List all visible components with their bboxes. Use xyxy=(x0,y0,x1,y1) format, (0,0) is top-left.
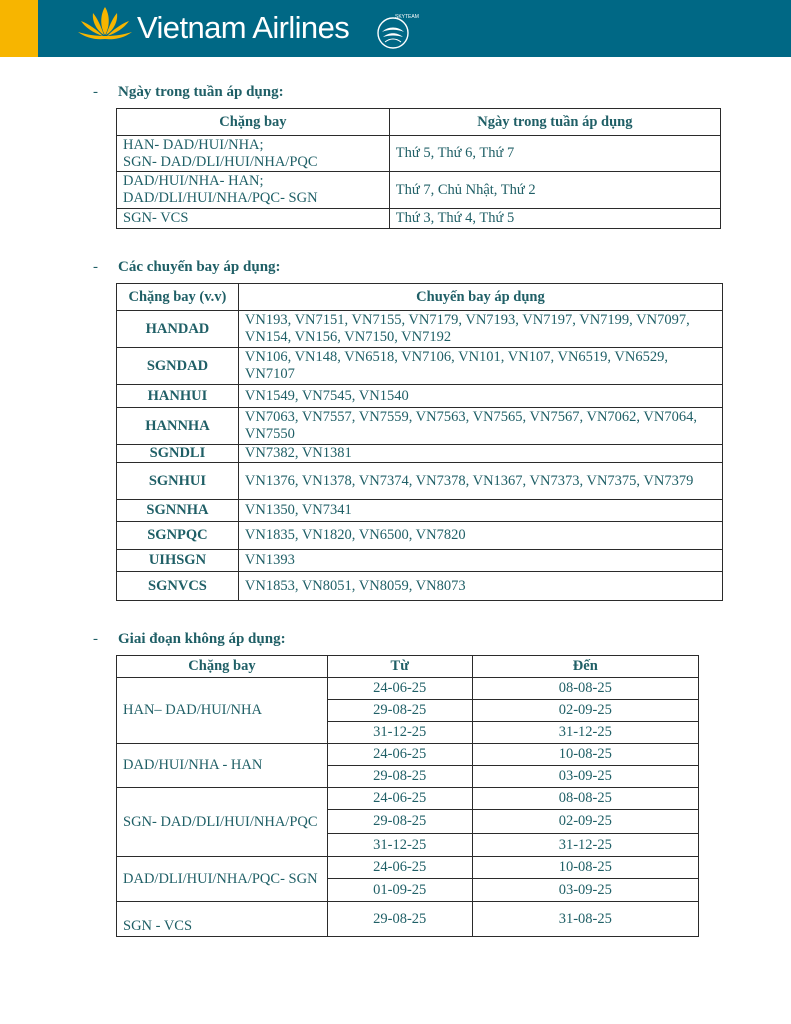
brand-name: Vietnam Airlines xyxy=(137,10,350,45)
table-header-row xyxy=(117,284,723,311)
column-header: Chặng bay (v.v) xyxy=(117,284,239,311)
route-cell xyxy=(117,172,390,209)
table-row xyxy=(117,572,723,601)
table-header-row xyxy=(117,656,699,678)
blackout-section-title xyxy=(93,630,286,648)
to-date: 03-09-25 xyxy=(472,879,698,902)
from-date: 29-08-25 xyxy=(327,700,472,722)
from-date: 29-08-25 xyxy=(327,766,472,788)
column-header: Chuyến bay áp dụng xyxy=(238,284,722,311)
column-header: Từ xyxy=(327,656,472,678)
table-row xyxy=(117,209,721,229)
table-row xyxy=(117,136,721,172)
column-header: Chặng bay xyxy=(117,109,390,136)
to-date: 08-08-25 xyxy=(472,678,698,700)
to-date: 02-09-25 xyxy=(472,700,698,722)
to-date: 31-12-25 xyxy=(472,722,698,744)
weekdays-section-title xyxy=(93,83,284,101)
table-row xyxy=(117,788,699,810)
route-code: SGNPQC xyxy=(117,522,239,550)
header-accent-stripe xyxy=(0,0,38,57)
blackout-title-text: Giai đoạn không áp dụng: xyxy=(118,631,286,647)
to-date: 10-08-25 xyxy=(472,857,698,879)
to-date: 10-08-25 xyxy=(472,744,698,766)
route-code: SGNDAD xyxy=(117,348,239,385)
route-cell: HAN– DAD/HUI/NHA xyxy=(117,678,328,744)
route-code: HANNHA xyxy=(117,408,239,445)
route-code: SGNNHA xyxy=(117,500,239,522)
flights-section-title xyxy=(93,258,281,276)
from-date: 24-06-25 xyxy=(327,678,472,700)
flight-list: VN7063, VN7557, VN7559, VN7563, VN7565, VN7567, VN7062, VN7064, VN7550 xyxy=(238,408,722,445)
flight-list: VN193, VN7151, VN7155, VN7179, VN7193, VN7197, VN7199, VN7097, VN154, VN156, VN7150, VN7192 xyxy=(238,311,722,348)
from-date: 29-08-25 xyxy=(327,810,472,834)
to-date: 31-08-25 xyxy=(472,902,698,937)
table-row xyxy=(117,678,699,700)
route-cell: SGN- VCS xyxy=(117,209,390,229)
route-code: UIHSGN xyxy=(117,550,239,572)
weekdays-table xyxy=(116,108,721,229)
flight-list: VN106, VN148, VN6518, VN7106, VN101, VN107, VN6519, VN6529, VN7107 xyxy=(238,348,722,385)
from-date: 29-08-25 xyxy=(327,902,472,937)
header-bar xyxy=(0,0,791,57)
days-cell: Thứ 5, Thứ 6, Thứ 7 xyxy=(389,136,720,172)
table-row xyxy=(117,463,723,500)
column-header: Đến xyxy=(472,656,698,678)
table-row xyxy=(117,500,723,522)
from-date: 01-09-25 xyxy=(327,879,472,902)
from-date: 31-12-25 xyxy=(327,834,472,857)
weekdays-title-text: Ngày trong tuần áp dụng: xyxy=(118,84,284,100)
days-cell: Thứ 3, Thứ 4, Thứ 5 xyxy=(389,209,720,229)
table-row xyxy=(117,522,723,550)
table-row xyxy=(117,744,699,766)
from-date: 24-06-25 xyxy=(327,788,472,810)
to-date: 02-09-25 xyxy=(472,810,698,834)
route-cell: DAD/HUI/NHA - HAN xyxy=(117,744,328,788)
column-header: Ngày trong tuần áp dụng xyxy=(389,109,720,136)
column-header: Chặng bay xyxy=(117,656,328,678)
route-code: SGNDLI xyxy=(117,445,239,463)
to-date: 08-08-25 xyxy=(472,788,698,810)
route-code: HANHUI xyxy=(117,385,239,408)
route-cell: SGN- DAD/DLI/HUI/NHA/PQC xyxy=(117,788,328,857)
table-row xyxy=(117,348,723,385)
table-row xyxy=(117,445,723,463)
to-date: 31-12-25 xyxy=(472,834,698,857)
route-cell: SGN - VCS xyxy=(117,902,328,937)
route-line: HAN- DAD/HUI/NHA; xyxy=(123,136,264,153)
skyteam-label: SKYTEAM xyxy=(395,14,419,20)
flight-list: VN1376, VN1378, VN7374, VN7378, VN1367, VN7373, VN7375, VN7379 xyxy=(238,463,722,500)
table-row xyxy=(117,385,723,408)
table-row xyxy=(117,902,699,937)
skyteam-logo-icon xyxy=(373,12,419,52)
flight-list: VN1835, VN1820, VN6500, VN7820 xyxy=(238,522,722,550)
table-row xyxy=(117,550,723,572)
route-line: SGN- DAD/DLI/HUI/NHA/PQC xyxy=(123,153,318,170)
route-cell xyxy=(117,136,390,172)
flights-title-text: Các chuyến bay áp dụng: xyxy=(118,259,281,275)
to-date: 03-09-25 xyxy=(472,766,698,788)
route-code: SGNVCS xyxy=(117,572,239,601)
route-code: HANDAD xyxy=(117,311,239,348)
table-row xyxy=(117,408,723,445)
from-date: 31-12-25 xyxy=(327,722,472,744)
bullet-dash: - xyxy=(93,631,98,647)
table-row xyxy=(117,311,723,348)
bullet-dash: - xyxy=(93,259,98,275)
flight-list: VN7382, VN1381 xyxy=(238,445,722,463)
table-header-row xyxy=(117,109,721,136)
route-line: DAD/DLI/HUI/NHA/PQC- SGN xyxy=(123,190,318,206)
blackout-table xyxy=(116,655,699,937)
route-cell: DAD/DLI/HUI/NHA/PQC- SGN xyxy=(117,857,328,902)
days-cell: Thứ 7, Chủ Nhật, Thứ 2 xyxy=(389,172,720,209)
flights-table xyxy=(116,283,723,601)
from-date: 24-06-25 xyxy=(327,857,472,879)
table-row xyxy=(117,857,699,879)
flight-list: VN1549, VN7545, VN1540 xyxy=(238,385,722,408)
flight-list: VN1853, VN8051, VN8059, VN8073 xyxy=(238,572,722,601)
lotus-logo-icon xyxy=(76,5,134,45)
table-row xyxy=(117,172,721,209)
route-line: DAD/HUI/NHA- HAN; xyxy=(123,173,264,189)
from-date: 24-06-25 xyxy=(327,744,472,766)
flight-list: VN1350, VN7341 xyxy=(238,500,722,522)
bullet-dash: - xyxy=(93,84,98,100)
route-code: SGNHUI xyxy=(117,463,239,500)
flight-list: VN1393 xyxy=(238,550,722,572)
